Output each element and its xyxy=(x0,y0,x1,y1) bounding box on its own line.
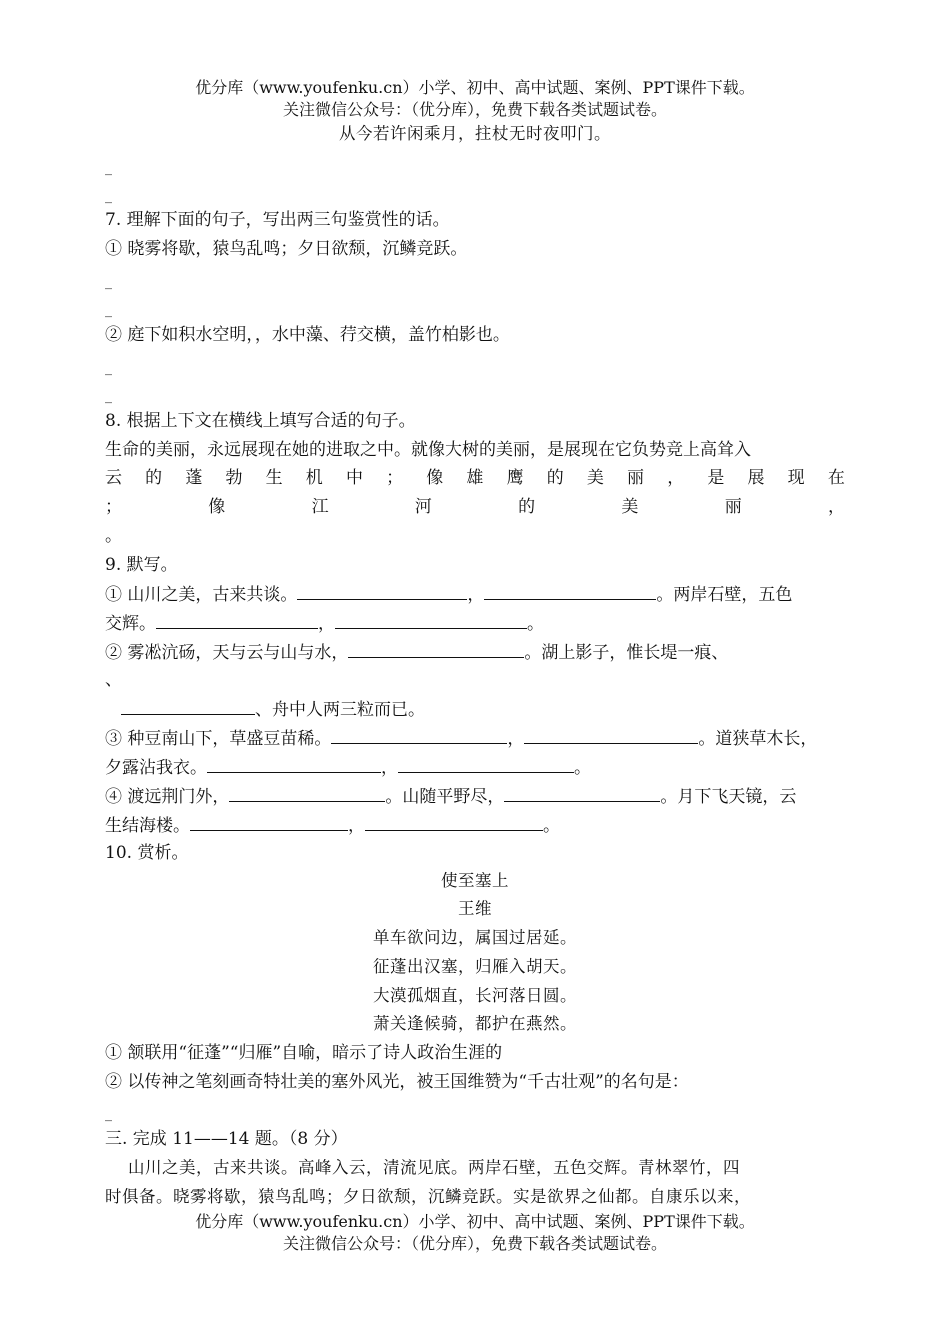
q9-item-1-line-2: 交辉。 ， 。 xyxy=(105,614,544,634)
fill-blank[interactable] xyxy=(348,641,524,658)
fill-blank[interactable] xyxy=(297,583,467,600)
fill-blank[interactable] xyxy=(331,727,507,744)
fill-blank[interactable] xyxy=(504,785,660,802)
header-line-2: 关注微信公众号：（优分库），免费下载各类试题试卷。 xyxy=(282,100,667,119)
q8-passage-line-3: ； 像 江 河 的 美 丽 ， xyxy=(105,497,845,517)
poem-line: 大漠孤烟直，长河落日圆。 xyxy=(373,986,577,1005)
q9-item-2-line-3: 、舟中人两三粒而已。 xyxy=(105,698,425,720)
section-3-passage-line-1: 山川之美，古来共谈。高峰入云，清流见底。两岸石壁，五色交辉。青林翠竹，四 xyxy=(105,1158,740,1177)
fill-blank[interactable] xyxy=(335,612,527,629)
q9-item-4-line-2: 生结海楼。 ， 。 xyxy=(105,816,560,836)
q10-analysis-2: ② 以传神之笔刻画奇特壮美的塞外风光，被王国维赞为“千古壮观”的名句是： xyxy=(105,1072,689,1092)
q7-sentence-2: ② 庭下如积水空明，，水中藻、荇交横，盖竹柏影也。 xyxy=(105,325,510,345)
answer-dash: _ xyxy=(105,274,112,290)
poem-author: 王维 xyxy=(458,899,492,918)
answer-dash: _ xyxy=(105,160,112,176)
poem-line: 征蓬出汉塞，归雁入胡天。 xyxy=(373,957,577,976)
answer-dash: _ xyxy=(105,302,112,318)
q8-passage-line-2: 云 的 蓬 勃 生 机 中 ； 像 雄 鹰 的 美 丽 ， 是 展 现 在 xyxy=(105,468,845,488)
footer-line-2: 关注微信公众号：（优分库），免费下载各类试题试卷。 xyxy=(282,1234,667,1253)
poem-top-line: 从今若许闲乘月，拄杖无时夜叩门。 xyxy=(339,124,611,143)
q10-analysis-1: ① 颔联用“征蓬”“归雁”自喻，暗示了诗人政治生涯的 xyxy=(105,1043,503,1063)
q10-prompt: 10. 赏析。 xyxy=(105,843,189,863)
poem-title: 使至塞上 xyxy=(441,871,509,890)
fill-blank[interactable] xyxy=(121,698,255,715)
fill-blank[interactable] xyxy=(207,756,381,773)
answer-dash: _ xyxy=(105,1106,112,1122)
answer-dash: _ xyxy=(105,388,112,404)
q9-item-2-line-1: ② 雾凇沆砀，天与云与山与水， 。湖上影子，惟长堤一痕、 xyxy=(105,643,729,663)
q8-prompt: 8. 根据上下文在横线上填写合适的句子。 xyxy=(105,411,416,431)
footer-line-1: 优分库（www.youfenku.cn）小学、初中、高中试题、案例、PPT课件下载。 xyxy=(195,1212,755,1231)
answer-dash: _ xyxy=(105,188,112,204)
q9-item-3-line-2: 夕露沾我衣。 ， 。 xyxy=(105,758,591,778)
fill-blank[interactable] xyxy=(484,583,656,600)
q7-sentence-1: ① 晓雾将歇，猿鸟乱鸣；夕日欲颓，沉鳞竞跃。 xyxy=(105,239,468,259)
q9-item-4-line-1: ④ 渡远荆门外， 。山随平野尽， 。月下飞天镜，云 xyxy=(105,787,797,807)
q9-prompt: 9. 默写。 xyxy=(105,555,178,575)
poem-line: 萧关逢候骑，都护在燕然。 xyxy=(373,1014,577,1033)
section-3-passage-line-2: 时俱备。晓雾将歇，猿鸟乱鸣；夕日欲颓，沉鳞竞跃。实是欲界之仙都。自康乐以来， xyxy=(105,1187,751,1206)
fill-blank[interactable] xyxy=(156,612,318,629)
q9-item-3-line-1: ③ 种豆南山下，草盛豆苗稀。 ， 。道狭草木长， xyxy=(105,729,818,749)
fill-blank[interactable] xyxy=(365,814,543,831)
q8-passage-line-4: 。 xyxy=(105,526,122,546)
q8-passage-line-1: 生命的美丽，永远展现在她的进取之中。就像大树的美丽，是展现在它负势竞上高耸入 xyxy=(105,440,751,460)
q9-item-2-line-2: 、 xyxy=(105,670,122,690)
header-line-1: 优分库（www.youfenku.cn）小学、初中、高中试题、案例、PPT课件下载。 xyxy=(195,78,755,97)
fill-blank[interactable] xyxy=(229,785,385,802)
q7-prompt: 7. 理解下面的句子，写出两三句鉴赏性的话。 xyxy=(105,210,450,230)
fill-blank[interactable] xyxy=(398,756,574,773)
answer-dash: _ xyxy=(105,360,112,376)
fill-blank[interactable] xyxy=(190,814,348,831)
fill-blank[interactable] xyxy=(524,727,698,744)
section-3-heading: 三. 完成 11——14 题。（8 分） xyxy=(105,1129,348,1149)
poem-line: 单车欲问边，属国过居延。 xyxy=(373,928,577,947)
q9-item-1-line-1: ① 山川之美，古来共谈。 ， 。两岸石壁，五色 xyxy=(105,585,793,605)
